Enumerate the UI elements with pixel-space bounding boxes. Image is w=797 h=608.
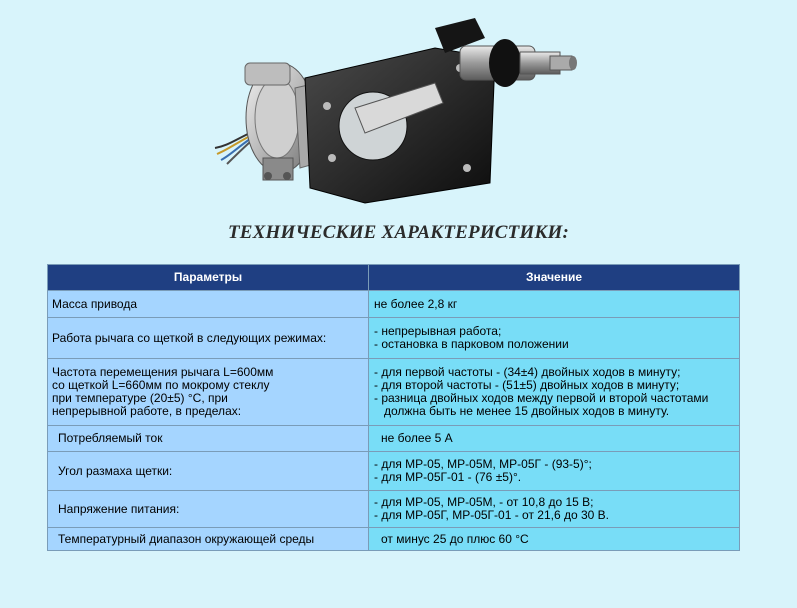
value-text: - непрерывная работа; bbox=[374, 324, 502, 338]
value-text: не более 5 А bbox=[381, 431, 453, 445]
param-text: Масса привода bbox=[52, 296, 138, 311]
value-cell bbox=[369, 491, 740, 528]
value-cell bbox=[369, 426, 740, 452]
param-cell bbox=[48, 452, 369, 491]
value-text: - остановка в парковом положении bbox=[374, 337, 569, 351]
param-text: Угол размаха щетки: bbox=[58, 463, 173, 478]
value-cell bbox=[369, 291, 740, 318]
param-cell bbox=[48, 318, 369, 359]
value-text: - для МР-05Г-01 - (76 ±5)°. bbox=[374, 470, 522, 484]
value-text: от минус 25 до плюс 60 °С bbox=[381, 531, 529, 546]
table-row bbox=[48, 291, 740, 318]
wires bbox=[215, 133, 250, 164]
param-text: при температуре (20±5) °С, при bbox=[52, 391, 228, 405]
table-row bbox=[48, 426, 740, 452]
specifications-table bbox=[47, 264, 740, 551]
value-cell bbox=[369, 359, 740, 426]
table-row bbox=[48, 528, 740, 551]
value-cell bbox=[369, 318, 740, 359]
param-cell bbox=[48, 291, 369, 318]
value-text: - для МР-05Г, МР-05Г-01 - от 21,6 до 30 В. bbox=[374, 508, 610, 522]
value-text: - для МР-05, МР-05М, - от 10,8 до 15 В; bbox=[374, 495, 594, 509]
table-row bbox=[48, 318, 740, 359]
param-text: Температурный диапазон окружающей среды bbox=[58, 531, 315, 546]
value-text: - для МР-05, МР-05М, МР-05Г - (93-5)°; bbox=[374, 457, 592, 471]
section-heading: ТЕХНИЧЕСКИЕ ХАРАКТЕРИСТИКИ: bbox=[227, 222, 570, 243]
value-text: должна быть не менее 15 двойных ходов в минуту. bbox=[384, 404, 670, 418]
param-cell bbox=[48, 491, 369, 528]
param-text: Напряжение питания: bbox=[58, 501, 180, 516]
value-cell bbox=[369, 452, 740, 491]
column-header-parameters: Параметры bbox=[48, 265, 369, 291]
param-text: Частота перемещения рычага L=600мм bbox=[52, 365, 274, 379]
param-text: Потребляемый ток bbox=[58, 431, 163, 445]
table-row bbox=[48, 491, 740, 528]
value-text: - для первой частоты - (34±4) двойных ходов в минуту; bbox=[374, 365, 681, 379]
table-header-row bbox=[48, 265, 740, 291]
value-text: - для второй частоты - (51±5) двойных ходов в минуту; bbox=[374, 378, 680, 392]
output-shaft bbox=[460, 39, 577, 87]
param-text: Работа рычага со щеткой в следующих режимах: bbox=[52, 330, 327, 345]
value-cell bbox=[369, 528, 740, 551]
table-row bbox=[48, 359, 740, 426]
param-cell bbox=[48, 359, 369, 426]
column-header-value: Значение bbox=[369, 265, 740, 291]
param-cell bbox=[48, 528, 369, 551]
value-text: - разница двойных ходов между первой и второй частотами bbox=[374, 391, 709, 405]
param-cell bbox=[48, 426, 369, 452]
table-row bbox=[48, 452, 740, 491]
param-text: непрерывной работе, в пределах: bbox=[52, 404, 242, 418]
value-text: не более 2,8 кг bbox=[374, 296, 458, 311]
param-text: со щеткой L=660мм по мокрому стеклу bbox=[52, 378, 270, 392]
wiper-drive-image bbox=[205, 8, 595, 208]
